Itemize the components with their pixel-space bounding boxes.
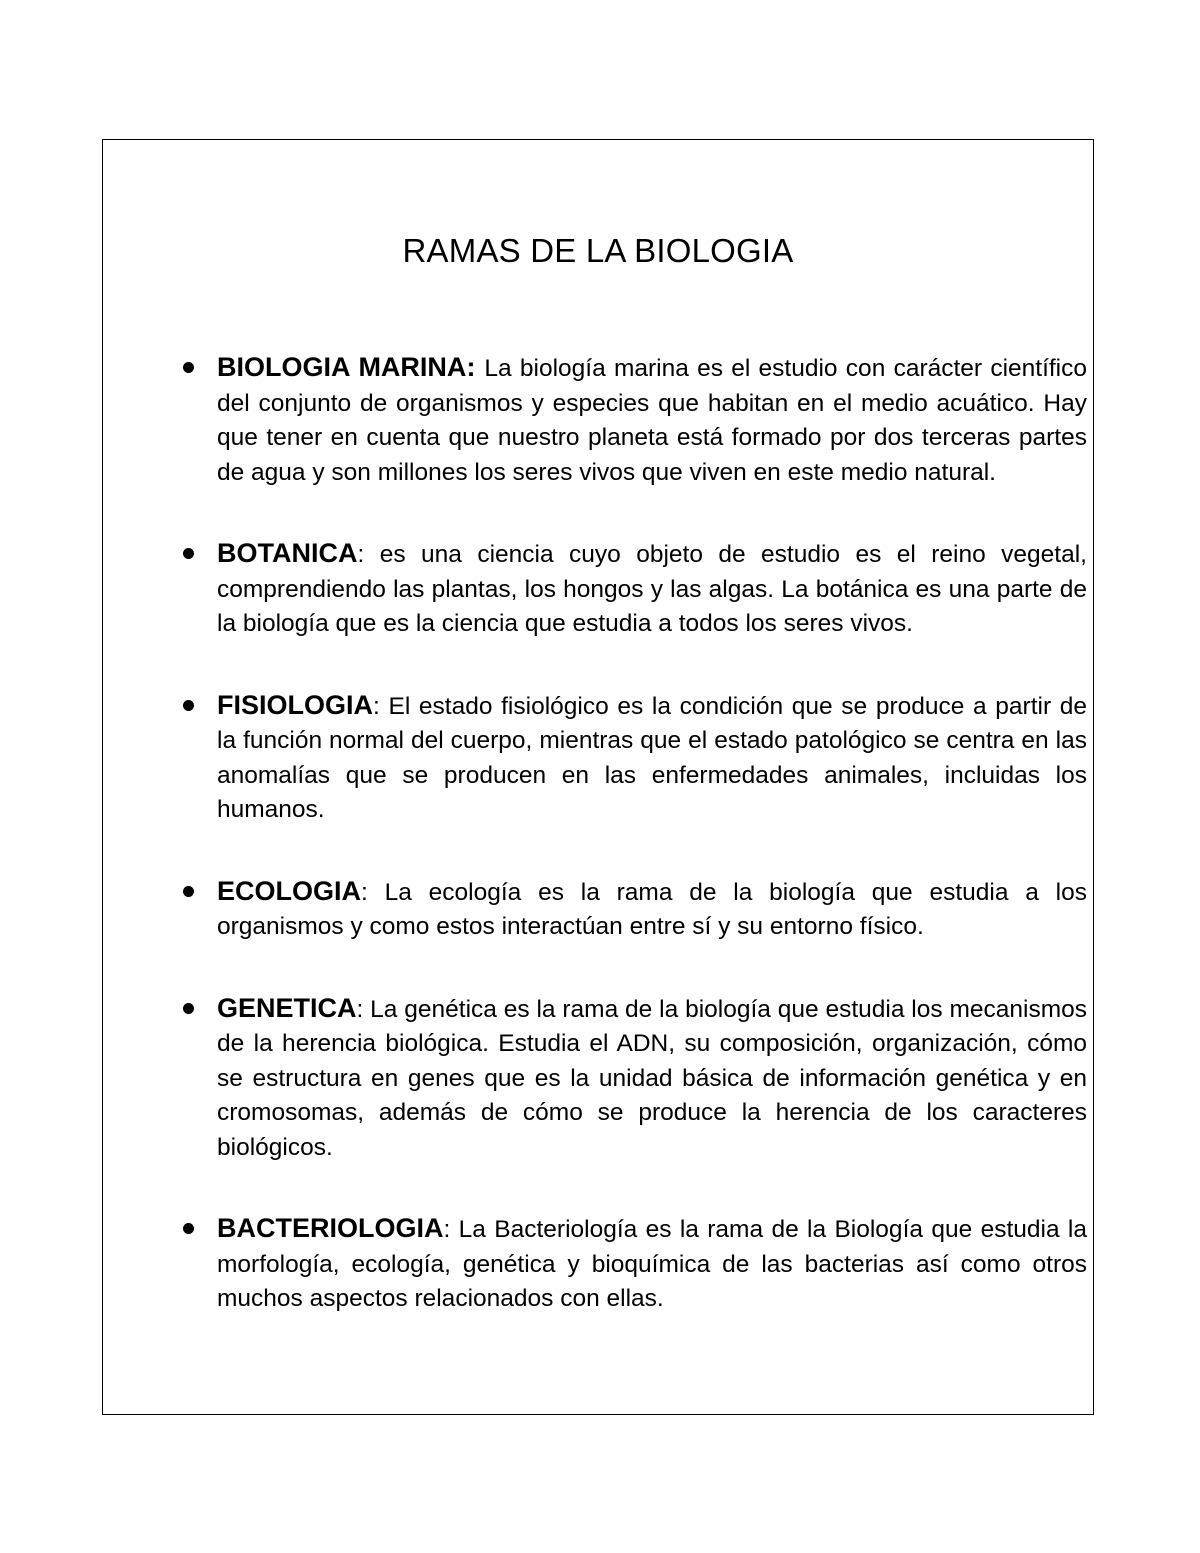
list-item-ecologia [217, 874, 1087, 945]
branch-list [217, 350, 1087, 1363]
list-item-fisiologia [217, 688, 1087, 828]
branch-term: FISIOLOGIA [217, 689, 374, 720]
document-frame [102, 139, 1094, 1415]
branch-description: La Bacteriología es la rama de la Biología que estudia la morfología, ecología, genética y bioquímica de las bacterias así como otros muchos aspectos relacionados con ellas. [217, 1216, 1087, 1312]
bullet-icon [183, 886, 194, 897]
list-item-botanica [217, 536, 1087, 642]
list-item-bacteriologia [217, 1211, 1087, 1317]
bullet-icon [183, 1223, 194, 1234]
branch-separator: : [356, 995, 371, 1023]
branch-term: BACTERIOLOGIA [217, 1213, 444, 1243]
bullet-icon [183, 548, 194, 559]
document-title: RAMAS DE LA BIOLOGIA [402, 232, 794, 269]
list-item-biologia-marina [217, 350, 1087, 490]
bullet-icon [183, 362, 194, 373]
branch-description: La biología marina es el estudio con carácter científico del conjunto de organismos y especies que habitan en el medio acuático. Hay que tener en cuenta que nuestro planeta está formado por dos terceras partes de agua y son millones los seres vivos que viven en este medio natural. [217, 355, 1088, 486]
branch-description: El estado fisiológico es la condición que se produce a partir de la función normal del cuerpo, mientras que el estado patológico se centra en las anomalías que se producen en las enfermedades animales, incluidas los humanos. [217, 692, 1087, 823]
branch-separator: : [443, 1216, 459, 1243]
branch-separator: : [361, 878, 385, 906]
branch-separator: : [466, 352, 485, 382]
list-item-genetica [217, 991, 1087, 1166]
branch-description: La genética es la rama de la biología que estudia los mecanismos de la herencia biológica. Estudia el ADN, su composición, organización, cómo se estructura en genes que es la unidad básica de información genética y en cromosomas, además de cómo se produce la herencia de los caracteres biológicos. [217, 995, 1087, 1161]
branch-term: BOTANICA [217, 538, 358, 568]
branch-separator: : [373, 692, 389, 720]
branch-separator: : [357, 541, 380, 568]
branch-description: La ecología es la rama de la biología que estudia a los organismos y como estos interactúan entre sí y su entorno físico. [217, 878, 1087, 940]
branch-term: ECOLOGIA [217, 875, 362, 906]
branch-term: GENETICA [217, 992, 357, 1023]
bullet-icon [183, 1003, 194, 1014]
branch-description: es una ciencia cuyo objeto de estudio es el reino vegetal, comprendiendo las plantas, los hongos y las algas. La botánica es una parte de la biología que es la ciencia que estudia a todos los seres vivos. [217, 541, 1087, 637]
bullet-icon [183, 700, 194, 711]
branch-term: BIOLOGIA MARINA [217, 352, 467, 382]
